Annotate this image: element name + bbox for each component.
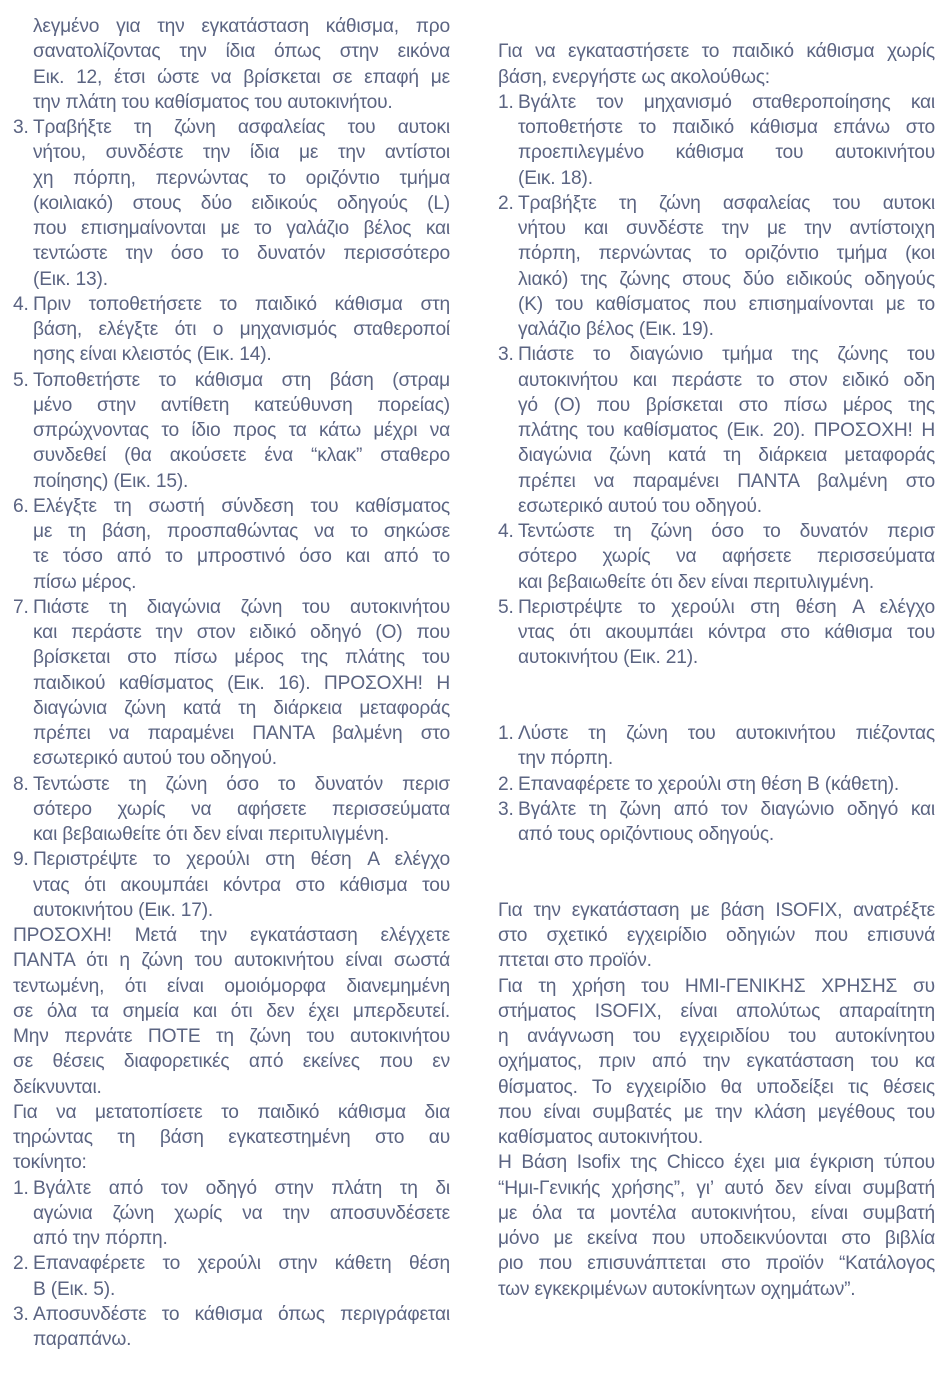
numbered-step: [13, 115, 450, 292]
step-text: [518, 342, 935, 519]
numbered-step: [498, 797, 935, 848]
text-line: στήματος ISOFIX, είναι απολύτως απαραίτητη: [498, 1000, 935, 1022]
paragraph: [498, 39, 935, 90]
paragraph-text: [498, 974, 935, 1151]
text-line: μόνο με εκείνα που υποδεικνύονται στο βιβλία: [498, 1228, 935, 1249]
text-line: τε τόσο από το μπροστινό όσο και από το: [33, 546, 450, 568]
text-line: τεντώστε την όσο το δυνατόν περισσότερο: [33, 243, 450, 265]
isofix-notes-section: [498, 898, 935, 1302]
step-text: [33, 368, 450, 494]
step-number: 2.: [498, 192, 514, 214]
step-text: [518, 772, 935, 797]
step-number: 6.: [13, 495, 29, 517]
text-line: προεπιλεγμένο κάθισμα του αυτοκινήτου: [518, 142, 935, 164]
numbered-step: [498, 191, 935, 343]
text-line: των εγκεκριμένων αυτοκίνητων οχημάτων”.: [498, 1278, 856, 1300]
numbered-step: [498, 595, 935, 671]
numbered-step: [498, 519, 935, 595]
step-number: 2.: [498, 773, 514, 795]
text-line: σότερο χωρίς να αφήσετε περισσεύματα: [518, 546, 935, 568]
step-number: 7.: [13, 596, 29, 618]
text-line: σε όλα τα σημεία και ότι δεν έχει μπερδευτεί.: [13, 1000, 450, 1022]
step-number: 4.: [13, 293, 29, 315]
text-line: συνδεθεί (θα ακούσετε ένα “κλακ” σταθερο: [33, 445, 450, 467]
step-text: [518, 797, 935, 848]
step-number: 5.: [13, 369, 29, 391]
text-line: την πόρπη.: [518, 748, 614, 770]
text-line: βάση, ενεργήστε ως ακολούθως:: [498, 66, 770, 88]
install-without-base-section: [498, 39, 935, 670]
text-line: (Εικ. 13).: [33, 268, 108, 290]
step-text: [33, 1251, 450, 1302]
step-number: 1.: [13, 1177, 29, 1199]
paragraph-text: [13, 1100, 450, 1176]
numbered-step: [13, 772, 450, 848]
text-line: Τεντώστε τη ζώνη όσο το δυνατόν περισ: [518, 521, 935, 542]
text-line: από τους οριζόντιους οδηγούς.: [518, 824, 775, 845]
text-line: σπρώχνοντας το ίδιο προς τα κάτω μέχρι να: [33, 420, 450, 441]
text-line: παιδικού καθίσματος (Εικ. 16). ΠΡΟΣΟΧΗ! Η: [33, 672, 450, 694]
text-line: από την πόρπη.: [33, 1228, 168, 1249]
text-line: (κοιλιακό) στους δύο ειδικούς οδηγούς (L): [33, 192, 450, 214]
text-line: που επισημαίνονται με το γαλάζιο βέλος και: [33, 218, 450, 239]
text-line: (K) του καθίσματος που επισημαίνονται με το: [518, 293, 935, 315]
numbered-step: [498, 721, 935, 772]
text-line: Πριν τοποθετήσετε το παιδικό κάθισμα στη: [33, 293, 450, 315]
numbered-step: [498, 342, 935, 519]
text-line: εσωτερικό αυτού του οδηγού.: [518, 495, 762, 517]
step-number: 9.: [13, 849, 29, 871]
step-text: [33, 115, 450, 292]
text-line: διαγώνια ζώνη κατά τη διάρκεια μεταφοράς: [33, 697, 450, 719]
text-line: Περιστρέψτε το χερούλι στη θέση A ελέγχο: [33, 849, 450, 871]
paragraph-text: [498, 39, 935, 90]
text-line: σανατολίζοντας την ίδια όπως στην εικόνα: [33, 41, 450, 63]
text-line: Πιάστε το διαγώνιο τμήμα της ζώνης του: [518, 344, 935, 366]
step-number: 3.: [498, 344, 514, 366]
text-line: βάση, ελέγξτε ότι ο μηχανισμός σταθεροποί: [33, 319, 450, 340]
text-line: και περάστε την στον ειδικό οδηγό (O) που: [33, 622, 450, 643]
text-line: την πλάτη του καθίσματος του αυτοκινήτου.: [33, 91, 393, 113]
text-line: αγώνια ζώνη χωρίς να την αποσυνδέσετε: [33, 1202, 450, 1224]
text-line: (Εικ. 18).: [518, 167, 593, 189]
numbered-step: [498, 90, 935, 191]
text-line: λιακό) της ζώνης στους δύο ειδικούς οδηγούς: [518, 268, 935, 290]
text-line: Βγάλτε από τον οδηγό στην πλάτη τη δι: [33, 1177, 450, 1199]
paragraph-text: [498, 1150, 935, 1302]
numbered-step: [13, 1302, 450, 1353]
text-line: εσωτερικό αυτού του οδηγού.: [33, 748, 277, 770]
text-line: και βεβαιωθείτε ότι δεν είναι περιτυλιγμένη.: [33, 824, 390, 845]
text-line: και βεβαιωθείτε ότι δεν είναι περιτυλιγμένη.: [518, 571, 875, 593]
text-line: Λύστε τη ζώνη του αυτοκινήτου πιέζοντας: [518, 723, 935, 744]
text-line: Επαναφέρετε το χερούλι στη θέση B (κάθετη).: [518, 773, 900, 795]
numbered-step: [498, 772, 935, 797]
step-text: [518, 519, 935, 595]
text-line: λεγμένο για την εγκατάσταση κάθισμα, προ: [33, 16, 450, 37]
paragraph-text: [13, 923, 450, 1100]
step-number: 2.: [13, 1253, 29, 1275]
text-line: η ανάγνωση του εγχειριδίου του αυτοκίνητου: [498, 1026, 935, 1047]
step-number: 1.: [498, 723, 514, 744]
paragraph: [13, 1100, 450, 1176]
text-line: χη πόρπη, περνώντας το οριζόντιο τμήμα: [33, 167, 450, 189]
text-line: Βγάλτε τον μηχανισμό σταθεροποίησης και: [518, 91, 935, 113]
paragraph: [498, 898, 935, 974]
text-line: πτεται στο προϊόν.: [498, 950, 652, 972]
step-text: [518, 595, 935, 671]
text-line: Για τη χρήση του ΗΜΙ-ΓΕΝΙΚΗΣ ΧΡΗΣΗΣ συ: [498, 975, 935, 997]
text-line: Για την εγκατάσταση με βάση ISOFIX, ανατρέξτε: [498, 899, 935, 921]
numbered-step: [13, 1251, 450, 1302]
step-number: 1.: [498, 91, 514, 113]
text-line: νήτου και συνδέστε την με την αντίστοιχη: [518, 218, 935, 239]
text-line: ντας ότι ακουμπάει κόντρα στο κάθισμα του: [33, 874, 450, 896]
text-line: αυτοκινήτου και περάστε το στον ειδικό οδη: [518, 369, 935, 391]
text-line: Η Βάση Isofix της Chicco έχει μια έγκριση τύπου: [498, 1152, 935, 1174]
text-line: που είναι συμβατές με την κλάση μεγέθους του: [498, 1101, 935, 1123]
text-line: με τη βάση, προσπαθώντας να το σηκώσε: [33, 521, 450, 542]
text-line: ριο που επισυνάπτεται στο προϊόν “Κατάλογος: [498, 1253, 935, 1275]
text-line: αυτοκινήτου (Εικ. 21).: [518, 647, 699, 669]
step-text: [518, 90, 935, 191]
step-text: [33, 1302, 450, 1353]
removal-steps-section: [498, 721, 935, 847]
text-line: Αποσυνδέστε το κάθισμα όπως περιγράφεται: [33, 1303, 450, 1325]
step-number: 3.: [13, 1303, 29, 1325]
left-column: [13, 14, 450, 1352]
step-number: 5.: [498, 596, 514, 618]
text-line: πόρπη, περνώντας το οριζόντιο τμήμα (κοι: [518, 243, 935, 265]
step-text: [33, 14, 450, 115]
text-line: αυτοκινήτου (Εικ. 17).: [33, 899, 214, 921]
step-text: [518, 191, 935, 343]
text-line: τεντωμένη, ότι είναι ομοιόμορφα διανεμημένη: [13, 975, 450, 997]
numbered-step: [13, 292, 450, 368]
text-line: γό (O) που βρίσκεται στο πίσω μέρος της: [518, 394, 935, 416]
text-line: Για να εγκαταστήσετε το παιδικό κάθισμα χωρίς: [498, 41, 935, 63]
step-text: [518, 721, 935, 772]
text-line: δείκνυνται.: [13, 1076, 102, 1098]
step-number: 8.: [13, 773, 29, 795]
text-line: με όλα τα μοντέλα αυτοκινήτου, είναι συμβατή: [498, 1202, 935, 1224]
text-line: στο σχετικό εγχειρίδιο οδηγιών που επισυνά: [498, 925, 935, 946]
paragraph: [13, 923, 450, 1100]
numbered-step: [13, 14, 450, 115]
text-line: ησης είναι κλειστός (Εικ. 14).: [33, 344, 272, 366]
step-text: [33, 292, 450, 368]
text-line: Επαναφέρετε το χερούλι στην κάθετη θέση: [33, 1253, 450, 1275]
text-line: πρέπει να παραμένει ΠΑΝΤΑ βαλμένη στο: [518, 470, 935, 492]
text-line: “Ημι-Γενικής χρήσης”, γι’ αυτό δεν είναι συμβατή: [498, 1177, 935, 1199]
text-line: Μην περνάτε ΠΟΤΕ τη ζώνη του αυτοκινήτου: [13, 1026, 450, 1047]
numbered-step: [13, 595, 450, 772]
text-line: Βγάλτε τη ζώνη από τον διαγώνιο οδηγό και: [518, 798, 935, 820]
step-number: [13, 14, 33, 115]
step-text: [33, 772, 450, 848]
step-text: [33, 494, 450, 595]
step-text: [33, 847, 450, 923]
paragraph: [498, 1150, 935, 1302]
text-line: ΠΑΝΤΑ ότι η ζώνη του αυτοκινήτου είναι σωστά: [13, 950, 450, 972]
text-line: θίσματος. Το εγχειρίδιο θα υποδείξει τις θέσεις: [498, 1076, 935, 1098]
paragraph: [498, 974, 935, 1151]
text-line: μένο στην αντίθετη κατεύθυνση πορείας): [33, 394, 450, 416]
text-line: διαγώνια ζώνη κατά τη διάρκεια μεταφοράς: [518, 445, 935, 467]
text-line: ποίησης) (Εικ. 15).: [33, 470, 189, 492]
text-line: Για να μετατοπίσετε το παιδικό κάθισμα δια: [13, 1101, 450, 1123]
text-line: Τεντώστε τη ζώνη όσο το δυνατόν περισ: [33, 773, 450, 795]
text-line: παραπάνω.: [33, 1329, 132, 1350]
step-text: [33, 595, 450, 772]
text-line: τηρώντας τη βάση εγκατεστημένη στο αυ: [13, 1127, 450, 1148]
text-line: τοποθετήστε το παιδικό κάθισμα επάνω στο: [518, 117, 935, 138]
step-number: 3.: [498, 798, 514, 820]
text-line: βρίσκεται στο πίσω μέρος της πλάτης του: [33, 647, 450, 669]
text-line: Τραβήξτε τη ζώνη ασφαλείας του αυτοκι: [518, 192, 935, 214]
text-line: Τραβήξτε τη ζώνη ασφαλείας του αυτοκι: [33, 117, 450, 138]
text-line: γαλάζιο βέλος (Εικ. 19).: [518, 319, 714, 340]
text-line: σε θέσεις διαφορετικές από εκείνες που εν: [13, 1051, 450, 1073]
text-line: τοκίνητο:: [13, 1152, 87, 1174]
text-line: B (Εικ. 5).: [33, 1278, 116, 1300]
text-line: καθίσματος αυτοκινήτου.: [498, 1127, 704, 1148]
numbered-step: [13, 494, 450, 595]
step-number: 3.: [13, 117, 29, 138]
numbered-step: [13, 1176, 450, 1252]
numbered-step: [13, 847, 450, 923]
numbered-step: [13, 368, 450, 494]
step-text: [33, 1176, 450, 1252]
paragraph-text: [498, 898, 935, 974]
text-line: πλάτης του καθίσματος (Εικ. 20). ΠΡΟΣΟΧΗ! Η: [518, 420, 935, 441]
right-column: [498, 14, 935, 1302]
text-line: Περιστρέψτε το χερούλι στη θέση A ελέγχο: [518, 596, 935, 618]
text-line: νήτου, συνδέστε την ίδια με την αντίστοι: [33, 142, 450, 164]
text-line: ντας ότι ακουμπάει κόντρα στο κάθισμα του: [518, 622, 935, 643]
text-line: πίσω μέρος.: [33, 571, 137, 593]
text-line: πρέπει να παραμένει ΠΑΝΤΑ βαλμένη στο: [33, 723, 450, 744]
step-number: 4.: [498, 521, 514, 542]
text-line: ΠΡΟΣΟΧΗ! Μετά την εγκατάσταση ελέγχετε: [13, 925, 450, 946]
text-line: Πιάστε τη διαγώνια ζώνη του αυτοκινήτου: [33, 596, 450, 618]
text-line: οχήματος, πριν από την εγκατάσταση του κα: [498, 1051, 935, 1073]
text-line: Τοποθετήστε το κάθισμα στη βάση (στραμ: [33, 369, 450, 391]
text-line: Ελέγξτε τη σωστή σύνδεση του καθίσματος: [33, 495, 450, 517]
text-line: Εικ. 12, έτσι ώστε να βρίσκεται σε επαφή με: [33, 66, 450, 88]
text-line: σότερο χωρίς να αφήσετε περισσεύματα: [33, 798, 450, 820]
